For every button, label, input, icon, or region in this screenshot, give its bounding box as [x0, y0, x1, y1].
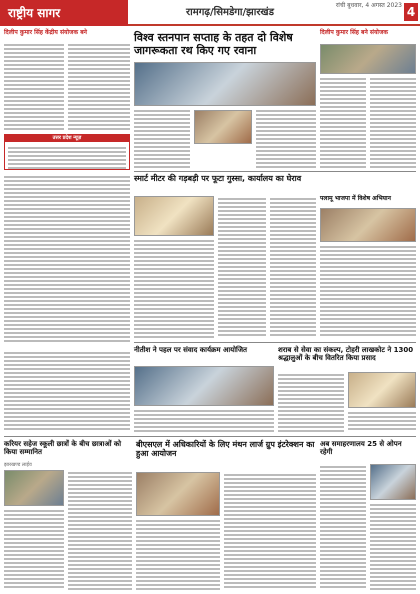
lead-col1: [134, 108, 190, 168]
mid2-right-col2: [348, 410, 416, 432]
story-top-left-col2: [68, 42, 130, 130]
masthead: [0, 0, 420, 26]
mid2-right-photo: [348, 372, 416, 408]
right-top-col1: [320, 76, 366, 170]
date-line: रांची बुधवार, 4 अगस्त 2023: [335, 2, 402, 9]
bottom-right-col2: [370, 502, 416, 590]
section-title: रामगढ़/सिमडेगा/झारखंड: [186, 7, 274, 18]
left-box-body: [8, 145, 126, 169]
right-mid-body: [320, 244, 416, 338]
bottom-left-photo: [4, 470, 64, 506]
right-top-photo: [320, 44, 416, 74]
headline-bottom-right: अब समाहरणालय 25 से ओपन रहेगी: [320, 440, 402, 457]
headline-right-top: दिलीप कुमार सिंह बने संयोजक: [320, 29, 389, 36]
lead-col3: [256, 108, 316, 168]
bottom-mid-col1: [136, 518, 220, 590]
divider: [4, 436, 416, 437]
headline-bottom-left: करियर सहेज स्कूली छात्रों के बीच छात्राओं को किया सम्मानित: [4, 440, 122, 457]
left-long-story: [4, 174, 130, 346]
right-mid-photo: [320, 208, 416, 242]
mid2-left-body: [134, 408, 274, 432]
mid-lead-col3: [270, 196, 316, 338]
mid2-left-photo: [134, 366, 274, 406]
lead-inset-photo: [194, 110, 252, 144]
lead-photo: [134, 62, 316, 106]
left-mid-story: [4, 350, 130, 432]
bottom-right-photo: [370, 464, 416, 500]
divider: [134, 171, 416, 172]
bottom-left-sub: झारखण्ड लाईव: [4, 462, 32, 468]
bottom-mid-col2: [224, 472, 316, 590]
bottom-mid-photo: [136, 472, 220, 516]
mid2-right-col1: [278, 372, 344, 432]
paper-title: राष्ट्रीय सागर: [0, 0, 128, 26]
mid-lead-headline: स्मार्ट मीटर की गड़बड़ी पर फूटा गुस्सा, कार्यालय का घेराव: [134, 174, 302, 183]
mid-lead-col2: [218, 196, 266, 338]
bottom-left-col1: [4, 508, 64, 590]
divider: [134, 342, 416, 343]
headline-bottom-mid: बीएसएल में अधिकारियों के लिए मंथन लार्ज ग्रुप इंटरेक्शन का हुआ आयोजन: [136, 440, 315, 459]
left-box-title: उत्तर प्रदेश न्यूज़: [4, 134, 130, 142]
story-top-left-col1: [4, 42, 64, 130]
bottom-right-col1: [320, 464, 366, 590]
right-top-col2: [370, 76, 416, 170]
headline-top-left: दिलीप कुमार सिंह केंद्रीय संयोजक बने: [4, 29, 87, 36]
mid-lead-photo: [134, 196, 214, 236]
lead-headline: विश्व स्तनपान सप्ताह के तहत दो विशेष जागरूकता रथ किए गए रवाना: [134, 31, 293, 57]
headline-right-mid: पलामू भाजपा में विशेष अभियान: [320, 195, 391, 202]
bottom-left-col2: [68, 470, 132, 590]
page-number: 4: [404, 3, 418, 21]
headline-mid2-right: शराब से सेवा का संकल्प, टोहरी लाखकोट ने 1300 श्रद्धालुओं के बीच वितरित किया प्रसाद: [278, 346, 414, 363]
mid-lead-col1: [134, 238, 214, 338]
headline-mid2-left: नीतीश ने पहल पर संवाद कार्यक्रम आयोजित: [134, 346, 248, 354]
